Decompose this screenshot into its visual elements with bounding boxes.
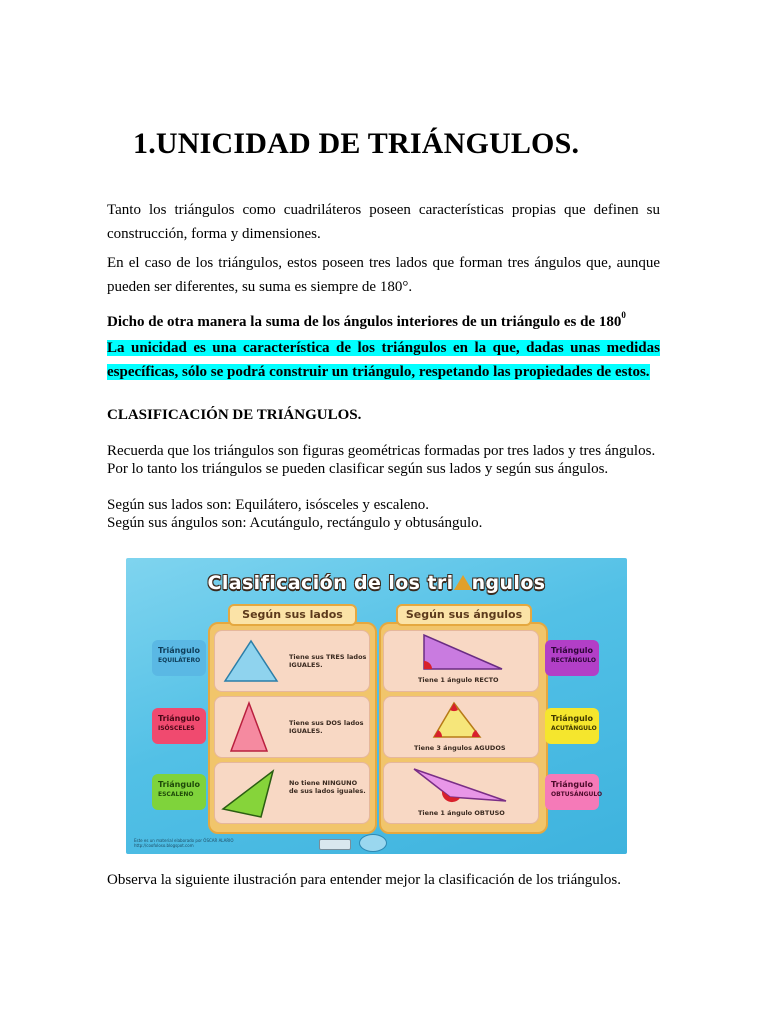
badge-isosceles-title: Triángulo bbox=[158, 714, 201, 723]
badge-equilateral-title: Triángulo bbox=[158, 646, 201, 655]
uniqueness-definition bbox=[107, 336, 660, 384]
acute-angle-cell bbox=[383, 696, 539, 758]
equilateral-cell bbox=[214, 630, 370, 692]
text-line-por-lo-tanto: Por lo tanto los triángulos se pueden clasificar según sus lados y según sus ángulos. bbox=[107, 461, 609, 477]
isosceles-desc-line1: Tiene sus DOS lados bbox=[289, 719, 364, 727]
right-angle-desc: Tiene 1 ángulo RECTO bbox=[418, 676, 499, 684]
badge-obtuse-sub: OBTUSÁNGULO bbox=[551, 791, 603, 798]
isosceles-desc-line2: IGUALES. bbox=[289, 727, 323, 735]
badge-obtuse-title: Triángulo bbox=[551, 780, 594, 789]
angle-sum-text: Dicho de otra manera la suma de los ángulos interiores de un triángulo es de 180 bbox=[107, 314, 622, 330]
angle-sum-statement bbox=[107, 305, 660, 334]
angle-sum-superscript: 0 bbox=[621, 310, 626, 320]
isosceles-cell bbox=[214, 696, 370, 758]
sides-column-tab: Según sus lados bbox=[228, 604, 357, 626]
obtuse-angle-desc: Tiene 1 ángulo OBTUSO bbox=[418, 809, 505, 817]
right-angle-cell bbox=[383, 630, 539, 692]
figure-caption: Observa la siguiente ilustración para entender mejor la clasificación de los triángulos. bbox=[107, 872, 621, 888]
triangle-letter-icon bbox=[454, 575, 472, 590]
badge-equilateral bbox=[152, 640, 206, 676]
scalene-desc-line2: de sus lados iguales. bbox=[289, 787, 366, 795]
scalene-cell bbox=[214, 762, 370, 824]
badge-scalene-title: Triángulo bbox=[158, 780, 201, 789]
highlighted-definition: La unicidad es una característica de los triángulos en la que, dadas unas medidas específicas, sólo se podrá construir un triángulo, respetando las propiedades de estos. bbox=[107, 340, 660, 380]
text-line-recuerda: Recuerda que los triángulos son figuras geométricas formadas por tres lados y tres ángulos. bbox=[107, 443, 656, 459]
acute-angle-desc: Tiene 3 ángulos AGUDOS bbox=[414, 744, 506, 752]
blog-logo-icon bbox=[359, 834, 387, 852]
triangle-classification-infographic bbox=[126, 558, 627, 854]
equilateral-desc-line2: IGUALES. bbox=[289, 661, 323, 669]
obtuse-angle-cell bbox=[383, 762, 539, 824]
badge-isosceles-sub: ISÓSCELES bbox=[158, 725, 195, 732]
creative-commons-icon bbox=[319, 839, 351, 850]
scalene-desc-line1: No tiene NINGUNO bbox=[289, 779, 358, 787]
badge-isosceles bbox=[152, 708, 206, 744]
infographic-title-part1: Clasificación de los tri bbox=[207, 572, 454, 594]
angles-column-tab: Según sus ángulos bbox=[396, 604, 532, 626]
section-heading-classification: CLASIFICACIÓN DE TRIÁNGULOS. bbox=[107, 407, 362, 423]
equilateral-desc-line1: Tiene sus TRES lados bbox=[289, 653, 367, 661]
badge-acute-sub: ACUTÁNGULO bbox=[551, 725, 597, 732]
badge-right-title: Triángulo bbox=[551, 646, 594, 655]
triangle-angles-paragraph: En el caso de los triángulos, estos poseen tres lados que forman tres ángulos que, aunque pueden ser diferentes, su suma es siempre de 180°. bbox=[107, 255, 660, 295]
badge-scalene bbox=[152, 774, 206, 810]
badge-acute bbox=[545, 708, 599, 744]
badge-acute-title: Triángulo bbox=[551, 714, 594, 723]
badge-scalene-sub: ESCALENO bbox=[158, 791, 194, 798]
credits-line2: http://coofoloso.blogspot.com bbox=[134, 843, 194, 848]
badge-right bbox=[545, 640, 599, 676]
intro-paragraph: Tanto los triángulos como cuadriláteros poseen características propias que definen su construcción, forma y dimensiones. bbox=[107, 202, 660, 242]
infographic-title bbox=[126, 572, 627, 594]
page-title: 1.UNICIDAD DE TRIÁNGULOS. bbox=[133, 127, 580, 160]
infographic-title-part2: ngulos bbox=[471, 572, 546, 594]
badge-equilateral-sub: EQUILÁTERO bbox=[158, 657, 201, 664]
text-line-segun-lados: Según sus lados son: Equilátero, isósceles y escaleno. bbox=[107, 497, 430, 513]
credits-line1: Este es un material elaborado por ÓSCAR ALARIO bbox=[134, 838, 234, 843]
text-line-segun-angulos: Según sus ángulos son: Acutángulo, rectángulo y obtusángulo. bbox=[107, 515, 483, 531]
infographic-credits bbox=[134, 838, 233, 848]
badge-obtuse bbox=[545, 774, 603, 810]
badge-right-sub: RECTÁNGULO bbox=[551, 657, 596, 664]
